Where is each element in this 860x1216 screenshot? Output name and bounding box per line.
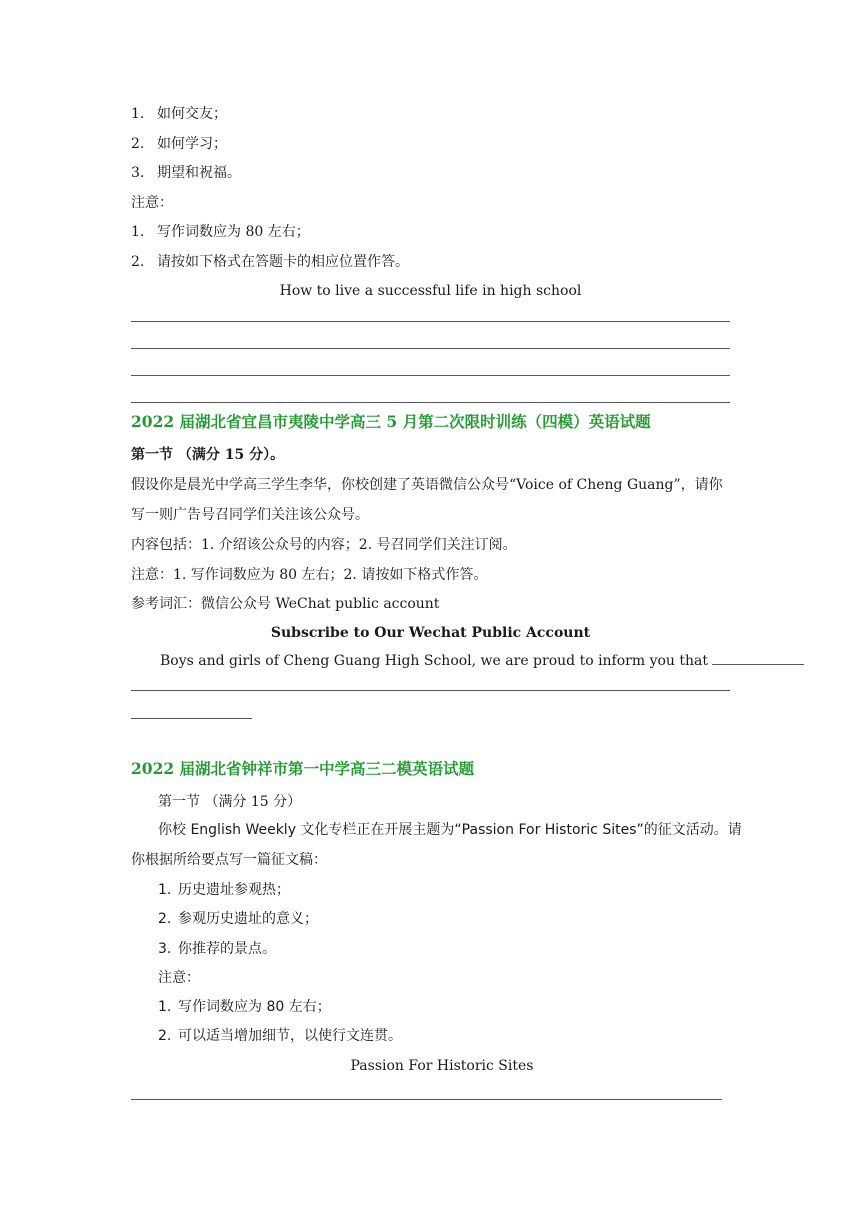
list-item: 1. 如何交友；: [131, 106, 227, 122]
list-item: 2. 请按如下格式在答题卡的相应位置作答。: [131, 254, 409, 270]
essay-title: How to live a successful life in high school: [279, 283, 582, 299]
prompt-text: 你根据所给要点写一篇征文稿：: [131, 852, 327, 868]
section-heading: 2022 届湖北省钟祥市第一中学高三二模英语试题: [131, 759, 475, 778]
list-item: 1. 写作词数应为 80 左右；: [131, 224, 310, 240]
answer-line: [131, 1099, 722, 1100]
answer-line: [131, 348, 730, 349]
list-item: 2. 可以适当增加细节，以使行文连贯。: [158, 1028, 402, 1044]
vocab-text: 参考词汇：微信公众号 WeChat public account: [131, 596, 440, 612]
prompt-text: 你校 English Weekly 文化专栏正在开展主题为“Passion For Historic Sites”的征文活动。请: [158, 822, 742, 838]
answer-line: [131, 690, 730, 691]
prompt-text: 写一则广告号召同学们关注该公众号。: [131, 507, 369, 523]
note-text: 注意：1. 写作词数应为 80 左右；2. 请按如下格式作答。: [131, 567, 488, 583]
section-heading: 2022 届湖北省宜昌市夷陵中学高三 5 月第二次限时训练（四模）英语试题: [131, 412, 651, 431]
list-item: 2. 参观历史遗址的意义；: [158, 911, 318, 927]
answer-blank: [712, 650, 804, 665]
list-item: 3. 期望和祝福。: [131, 165, 241, 181]
note-label: 注意：: [131, 195, 173, 211]
list-item: 1. 历史遗址参观热；: [158, 882, 290, 898]
list-item: 3. 你推荐的景点。: [158, 941, 276, 957]
answer-line: [131, 718, 252, 719]
essay-title: Passion For Historic Sites: [350, 1058, 534, 1074]
answer-line: [131, 375, 730, 376]
prompt-text: 假设你是晨光中学高三学生李华，你校创建了英语微信公众号“Voice of Cheng Guang”，请你: [131, 477, 723, 493]
essay-title: Subscribe to Our Wechat Public Account: [270, 625, 591, 641]
essay-opening: Boys and girls of Cheng Guang High School, we are proud to inform you that: [160, 650, 804, 671]
answer-line: [131, 321, 730, 322]
section-subheading: 第一节 （满分 15 分）。: [131, 447, 285, 463]
answer-line: [131, 402, 730, 403]
content-requirements: 内容包括：1. 介绍该公众号的内容；2. 号召同学们关注订阅。: [131, 537, 517, 553]
section-subheading: 第一节 （满分 15 分）: [158, 794, 302, 810]
list-item: 1. 写作词数应为 80 左右；: [158, 999, 331, 1015]
list-item: 2. 如何学习；: [131, 136, 227, 152]
note-label: 注意：: [158, 970, 200, 986]
